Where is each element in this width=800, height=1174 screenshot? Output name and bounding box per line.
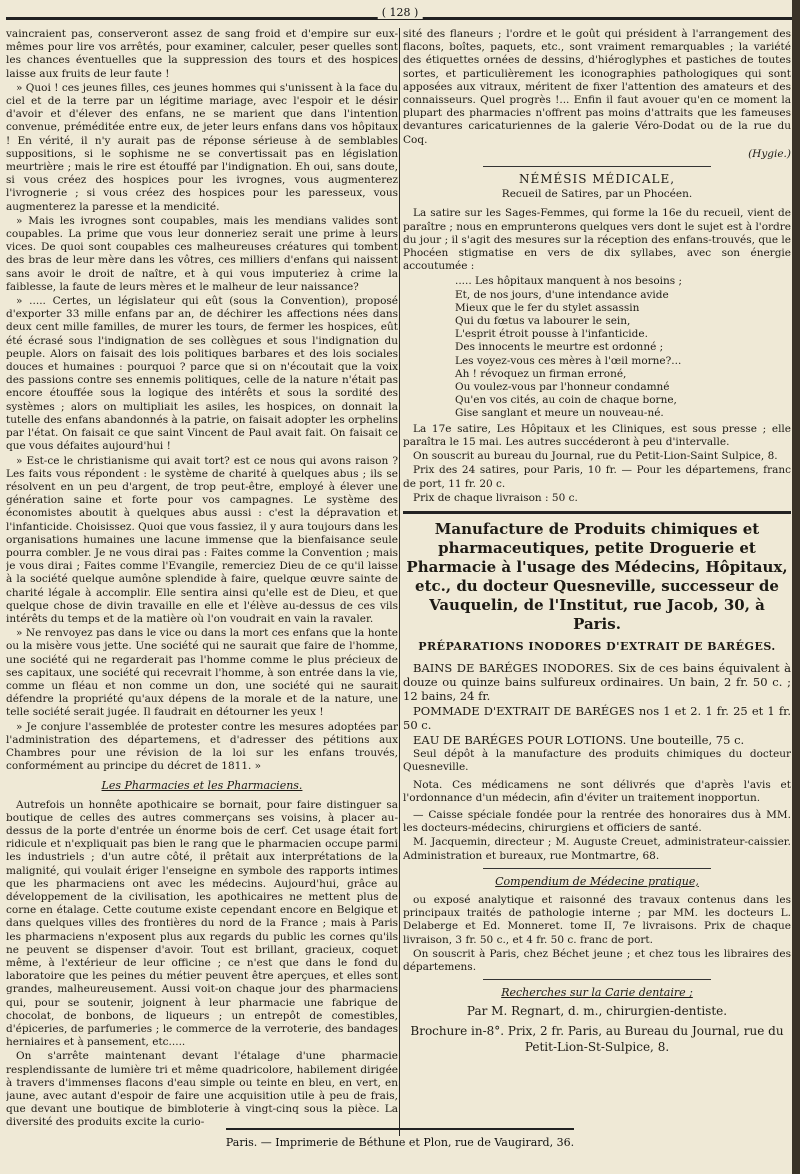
paragraph: Autrefois un honnête apothicaire se bornait, pour faire distinguer sa boutique de celles des autres commerçans ses voisins, à placer au-dessus de la porte d'entrée un énorme bois de cerf. Cet usage était fort ridicule et n'expliquait pas bien le rang que le pharmacien occupe parmi les industriels ; d'un autre côté, il prêtait aux interprétations de la malignité, qui voulait ériger l'enseigne en symbole des rapports intimes que les pharmaciens ont avec les médecins. Aujourd'hui, grâce au développement de la civilisation, les apothicaires ne mettent plus de corne en étalage. Cette coutume existe cependant encore en Belgique et dans quelques villes des frontières du nord de la France ; mais à Paris les pharmaciens n'exposent plus aux regards du public les cornes qu'ils ne peuvent se dispenser d'avoir. Tout est brillant, gracieux, coquet même, à l'extérieur de leur officine ; ce n'est que dans le fond du laboratoire que les peines du métier peuvent être aperçues, et elles sont grandes, malheureusement. Aussi voit-on chaque jour des pharmaciens qui, pour se soutenir, joignent à leur pharmacie une fabrique de chocolat, de bonbons, de liqueurs ; un entrepôt de comestibles, d'épiceries, de parfumeries ; le commerce de la verroterie, des bandages herniaires et à pansement, etc..... bbox=[6, 798, 398, 1049]
paragraph: » Quoi ! ces jeunes filles, ces jeunes hommes qui s'unissent à la face du ciel et de la terre par un légitime mariage, avec l'espoir et le désir d'avoir et d'élever des enfans, ne se marient que dans l'intention convenue, préméditée entre eux, de jeter leurs enfans dans vos hôpitaux ! En vérité, il n'y aurait pas de réponse sérieuse à de semblables suppositions, si le sophisme ne se convertissait pas en législation meurtrière ; mais le rire est étouffé par l'indignation. Eh oui, sans doute, si vous créez des hospices pour les ivrognes, vous augmenterez l'ivrognerie ; si vous créez des hospices pour les paresseux, vous augmenterez la paresse et la mendicité. bbox=[6, 81, 398, 213]
paragraph: » Est-ce le christianisme qui avait tort? est ce nous qui avons raison ? Les faits vous répondent : le système de charité à quelques abus ; ils se résolvent en un peu d'argent, de trop peut-être, employé à élever une génération saine et forte pour vos campagnes. Le système des économistes aboutit à quelques abus aussi : c'est la dépravation et l'infanticide. Choisissez. Quoi que vous fassiez, il y aura toujours dans les organisations humaines une lacune immense que la bienfaisance seule pourra combler. Je ne vous dirai pas : Faites comme la Convention ; mais je vous dirai ; Faites comme l'Evangile, remerciez Dieu de ce qu'il laisse à la société quelque aumône splendide à faire, quelque œuvre sainte de charité légale à accomplir. Elle sentira ainsi qu'elle est de Dieu, et que quelque chose de divin travaille en elle et l'élève au-dessus de ces vils intérêts du temps et de la matière où l'on voudrait en vain la ravaler. bbox=[6, 454, 398, 625]
nemesis-note: On souscrit au bureau du Journal, rue du Petit-Lion-Saint Sulpice, 8. bbox=[413, 450, 778, 463]
separator-rule bbox=[483, 166, 711, 167]
separator-rule bbox=[483, 979, 711, 980]
recherches-title: Recherches sur la Carie dentaire ; bbox=[501, 986, 693, 1000]
verse-line: Les voyez-vous ces mères à l'œil morne?... bbox=[455, 354, 682, 367]
nemesis-note: La 17e satire, Les Hôpitaux et les Cliniques, est sous presse ; elle paraîtra le 15 mai. Les autres succéderont à peu d'intervalle. bbox=[403, 422, 791, 448]
section-title-pharmacies: Les Pharmacies et les Pharmaciens. bbox=[101, 779, 303, 793]
page-footer bbox=[6, 1136, 794, 1152]
ad-nota: Nota. Ces médicamens ne sont délivrés que d'après l'avis et l'ordonnance d'un médecin, afin d'éviter un traitement inopportun. bbox=[403, 778, 791, 804]
verse-line: L'esprit étroit pousse à l'infanticide. bbox=[455, 328, 648, 341]
ad-director: M. Jacquemin, directeur ; M. Auguste Creuet, administrateur-caissier. Administration et bureaux, rue Montmartre, 68. bbox=[403, 836, 791, 862]
verse-block bbox=[455, 275, 791, 420]
paragraph: On s'arrête maintenant devant l'étalage d'une pharmacie resplendissante de lumière tri et même quadricolore, habilement dirigée à travers d'immenses flacons d'eau simple ou teinte en bleu, en vert, en jaune, avec autant d'espoir de faire une acquisition utile à peu de frais, que devant une boutique de bimbloterie à vingt-cinq sous la pièce. La diversité des produits excite la curio- bbox=[6, 1050, 398, 1129]
nemesis-title: NÉMÉSIS MÉDICALE, bbox=[518, 172, 676, 187]
paragraph: » Je conjure l'assemblée de protester contre les mesures adoptées par l'administration des départemens, et d'adresser des pétitions aux Chambres pour une révision de la loi sur les enfans trouvés, conformément au principe du décret de 1811. » bbox=[6, 720, 398, 773]
paragraph: » Mais les ivrognes sont coupables, mais les mendians valides sont coupables. La prime que vous leur donneriez serait une prime à leurs vices. De quoi sont coupables ces malheureuses créatures qui tombent des bras de leur mère dans les vôtres, ces milliers d'enfans qui naissent sans avoir le droit de naître, et à qui vous imputeriez à crime la faiblesse, la faute de leurs mères et le malheur de leur naissance? bbox=[6, 214, 398, 293]
ad-line: Seul dépôt à la manufacture des produits chimiques du docteur Quesneville. bbox=[403, 748, 791, 774]
paragraph: » Ne renvoyez pas dans le vice ou dans la mort ces enfans que la honte ou la misère vous jette. Une société qui ne saurait que faire de l'homme, une société qui ne regarderait pas l'homme comme le plus précieux de ses capitaux, une société qui recevrait l'homme, à son entrée dans la vie, comme un fléau et non comme un don, une société qui ne saurait défendre la propriété qu'aux dépens de la morale et de la nature, une telle société serait jugée. Il faudrait en détourner les yeux ! bbox=[6, 627, 398, 719]
separator-rule bbox=[483, 868, 711, 869]
page-header bbox=[6, 6, 794, 22]
column-divider bbox=[399, 28, 400, 1136]
paragraph: vaincraient pas, conserveront assez de sang froid et d'empire sur eux-mêmes pour lire vos arrêtés, pour examiner, calculer, peser quelles sont les chances éventuelles que la suppression des tours et des hospices laisse aux fruits de leur faute ! bbox=[6, 28, 398, 80]
ad-subtitle: PRÉPARATIONS INODORES D'EXTRAIT DE BARÉGES. bbox=[418, 639, 776, 653]
verse-line: Qui du fœtus va labourer le sein, bbox=[455, 315, 631, 328]
ad-title: Manufacture de Produits chimiques et pharmaceutiques, petite Droguerie et Pharmacie à l'usage des Médecins, Hôpitaux, etc., du docteur Quesneville, successeur de Vauquelin, de l'Institut, rue Jacob, 30, à Paris. bbox=[406, 519, 788, 633]
verse-line: Des innocents le meurtre est ordonné ; bbox=[455, 341, 664, 354]
footer-rule bbox=[226, 1128, 574, 1130]
recherches-price: Brochure in-8°. Prix, 2 fr. Paris, au Bureau du Journal, rue du Petit-Lion-St-Sulpice, 8. bbox=[410, 1023, 784, 1054]
nemesis-subtitle: Recueil de Satires, par un Phocéen. bbox=[501, 188, 693, 201]
nemesis-intro: La satire sur les Sages-Femmes, qui forme la 16e du recueil, vient de paraître ; nous en emprunterons quelques vers dont le sujet est à l'ordre du jour ; il s'agit des mesures sur la réception des enfans-trouvés, que le Phocéen stigmatise en vers de dix syllabes, avec son énergie accoutumée : bbox=[403, 207, 791, 273]
verse-line: ..... Les hôpitaux manquent à nos besoins ; bbox=[455, 275, 683, 288]
ad-line: POMMADE D'EXTRAIT DE BARÉGES nos 1 et 2. 1 fr. 25 et 1 fr. 50 c. bbox=[403, 704, 791, 733]
verse-line: Ah ! révoquez un firman erroné, bbox=[455, 367, 627, 380]
ad-caisse: — Caisse spéciale fondée pour la rentrée des honoraires dus à MM. les docteurs-médecins, chirurgiens et officiers de santé. bbox=[403, 808, 791, 835]
paragraph: sité des flaneurs ; l'ordre et le goût qui président à l'arrangement des flacons, boîtes, paquets, etc., sont vraiment remarquables ; la variété des étiquettes ornées de dessins, d'hiéroglyphes et pastiches de toutes sortes, et particulièrement les iconographies pathologiques qui sont apposées aux vitraux, méritent de fixer l'attention des amateurs et des connaisseurs. Quel progrès !... Enfin il faut avouer qu'en ce moment la plupart des pharmacies n'offrent pas moins d'attraits que les fameuses devantures caricaturiennes de la galerie Véro-Dodat ou de la rue du Coq. bbox=[403, 28, 791, 146]
page-edge bbox=[792, 0, 800, 1174]
nemesis-note: Prix de chaque livraison : 50 c. bbox=[413, 491, 578, 504]
ad-top-rule bbox=[403, 511, 791, 514]
compendium-text: ou exposé analytique et raisonné des travaux contenus dans les principaux traités de pathologie interne ; par MM. les docteurs L. Delaberge et Ed. Monneret. tome II, 7e livraisons. Prix de chaque livraison, 3 fr. 50 c., et 4 fr. 50 c. franc de port. bbox=[403, 893, 791, 946]
page-number: ( 128 ) bbox=[378, 6, 423, 19]
recherches-author: Par M. Regnart, d. m., chirurgien-dentiste. bbox=[466, 1004, 728, 1019]
verse-line: Ou voulez-vous par l'honneur condamné bbox=[455, 381, 670, 394]
left-column bbox=[6, 28, 398, 1134]
verse-line: Mieux que le fer du stylet assassin bbox=[455, 301, 640, 314]
right-column bbox=[403, 28, 791, 1134]
verse-line: Qu'en vos cités, au coin de chaque borne, bbox=[455, 394, 677, 407]
ad-line: EAU DE BARÉGES POUR LOTIONS. Une bouteille, 75 c. bbox=[413, 733, 745, 748]
imprint: Paris. — Imprimerie de Béthune et Plon, rue de Vaugirard, 36. bbox=[225, 1136, 575, 1149]
compendium-subscribe: On souscrit à Paris, chez Béchet jeune ; et chez tous les libraires des départemens. bbox=[403, 947, 791, 973]
nemesis-note: Prix des 24 satires, pour Paris, 10 fr. — Pour les départemens, franc de port, 11 fr. 20 c. bbox=[403, 464, 791, 490]
compendium-title: Compendium de Médecine pratique, bbox=[495, 874, 699, 888]
signature: (Hygie.) bbox=[748, 147, 791, 160]
paragraph: » ..... Certes, un législateur qui eût (sous la Convention), proposé d'exporter 33 mille enfans par an, de déchirer les affections nées dans deux cent mille familles, de murer les tours, de fermer les hospices, eût été écrasé sous l'indignation de ses collègues et sous l'indignation du peuple. Alors on faisait des lois politiques barbares et des lois sociales douces et humaines : pourquoi ? parce que si on n'écoutait que la voix des passions contre ses ennemis politiques, celle de la nature n'était pas encore étouffée sous la logique des intérêts et sous la sordité des systèmes ; alors on multipliait les asiles, les hospices, on donnait la tutelle des enfans abandonnés à la patrie, on faisait adopter les orphelins par l'état. On faisait ce que saint Vincent de Paul avait fait. On faisait ce que vous défaites aujourd'hui ! bbox=[6, 295, 398, 453]
verse-line: Gise sanglant et meure un nouveau-né. bbox=[455, 407, 664, 420]
ad-line: BAINS DE BARÉGES INODORES. Six de ces bains équivalent à douze ou quinze bains sulfureux ordinaires. Un bain, 2 fr. 50 c. ; 12 bains, 24 fr. bbox=[403, 661, 791, 704]
verse-line: Et, de nos jours, d'une intendance avide bbox=[455, 288, 669, 301]
